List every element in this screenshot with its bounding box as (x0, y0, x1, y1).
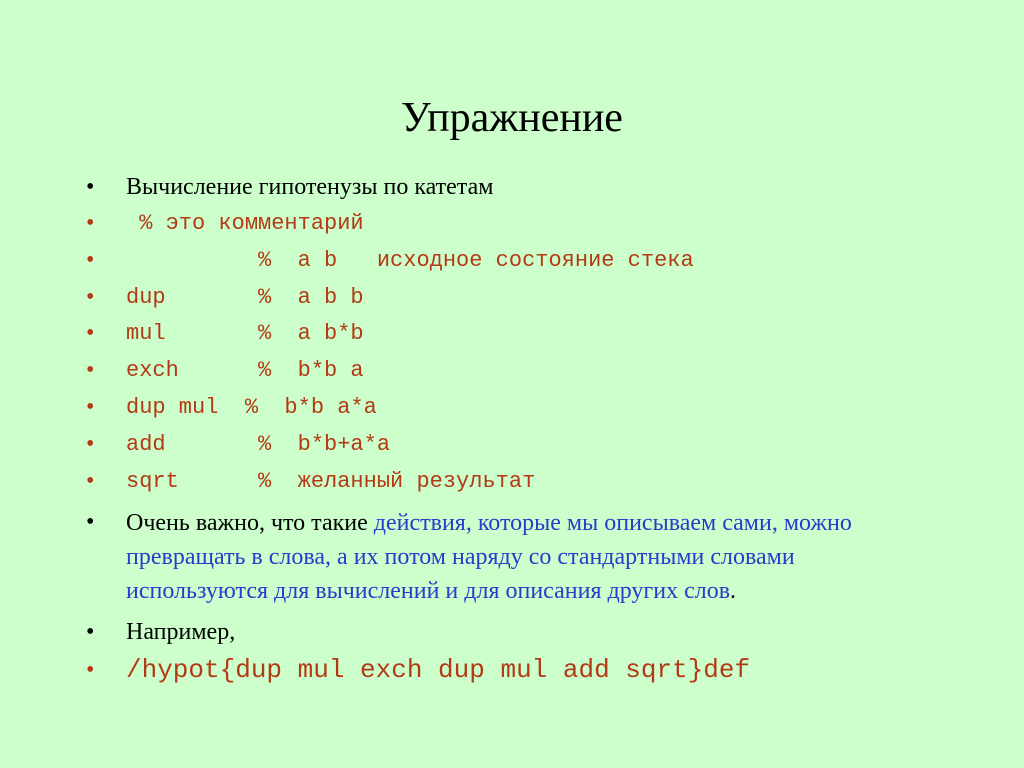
bullet-icon: • (86, 657, 95, 683)
bullet-icon: • (86, 431, 95, 457)
bullet-icon: • (86, 174, 95, 200)
important-suffix: . (730, 578, 737, 604)
list-item (0, 245, 1024, 279)
list-item (0, 506, 1024, 606)
code-line: dup mul % b*b a*a (126, 395, 377, 420)
important-prefix: Очень важно, что такие (126, 510, 374, 536)
list-item (0, 208, 1024, 242)
code-line: exch % b*b a (126, 358, 364, 383)
important-highlight: действия, которые мы описываем сами, можно превращать в слова, а их потом наряду со стандартными словами используются для вычислений и для описания других слов (126, 510, 852, 604)
list-item (0, 355, 1024, 389)
list-item (0, 170, 1024, 204)
bullet-icon: • (86, 468, 95, 494)
bullet-icon: • (86, 320, 95, 346)
code-line: add % b*b+a*a (126, 432, 391, 457)
slide-title: Упражнение (401, 95, 623, 141)
bullet-icon: • (86, 284, 95, 310)
example-code: /hypot{dup mul exch dup mul add sqrt}def (126, 655, 751, 685)
code-line: % это комментарий (126, 211, 364, 236)
code-line: mul % a b*b (126, 321, 364, 346)
bullet-icon: • (86, 619, 95, 645)
bullet-icon: • (86, 509, 95, 535)
list-item (0, 318, 1024, 352)
code-line: dup % a b b (126, 285, 364, 310)
code-line: % a b исходное состояние стека (126, 248, 694, 273)
list-item (0, 654, 1024, 690)
bullet-icon: • (86, 357, 95, 383)
bullet-icon: • (86, 210, 95, 236)
bullet-icon: • (86, 247, 95, 273)
list-item (0, 392, 1024, 426)
list-item (0, 429, 1024, 463)
list-item (0, 282, 1024, 316)
example-label: Например, (126, 619, 236, 645)
item-text: Вычисление гипотенузы по катетам (126, 174, 494, 200)
list-item (0, 466, 1024, 500)
code-line: sqrt % желанный результат (126, 469, 536, 494)
list-item (0, 616, 1024, 650)
important-paragraph (126, 506, 926, 608)
bullet-icon: • (86, 394, 95, 420)
